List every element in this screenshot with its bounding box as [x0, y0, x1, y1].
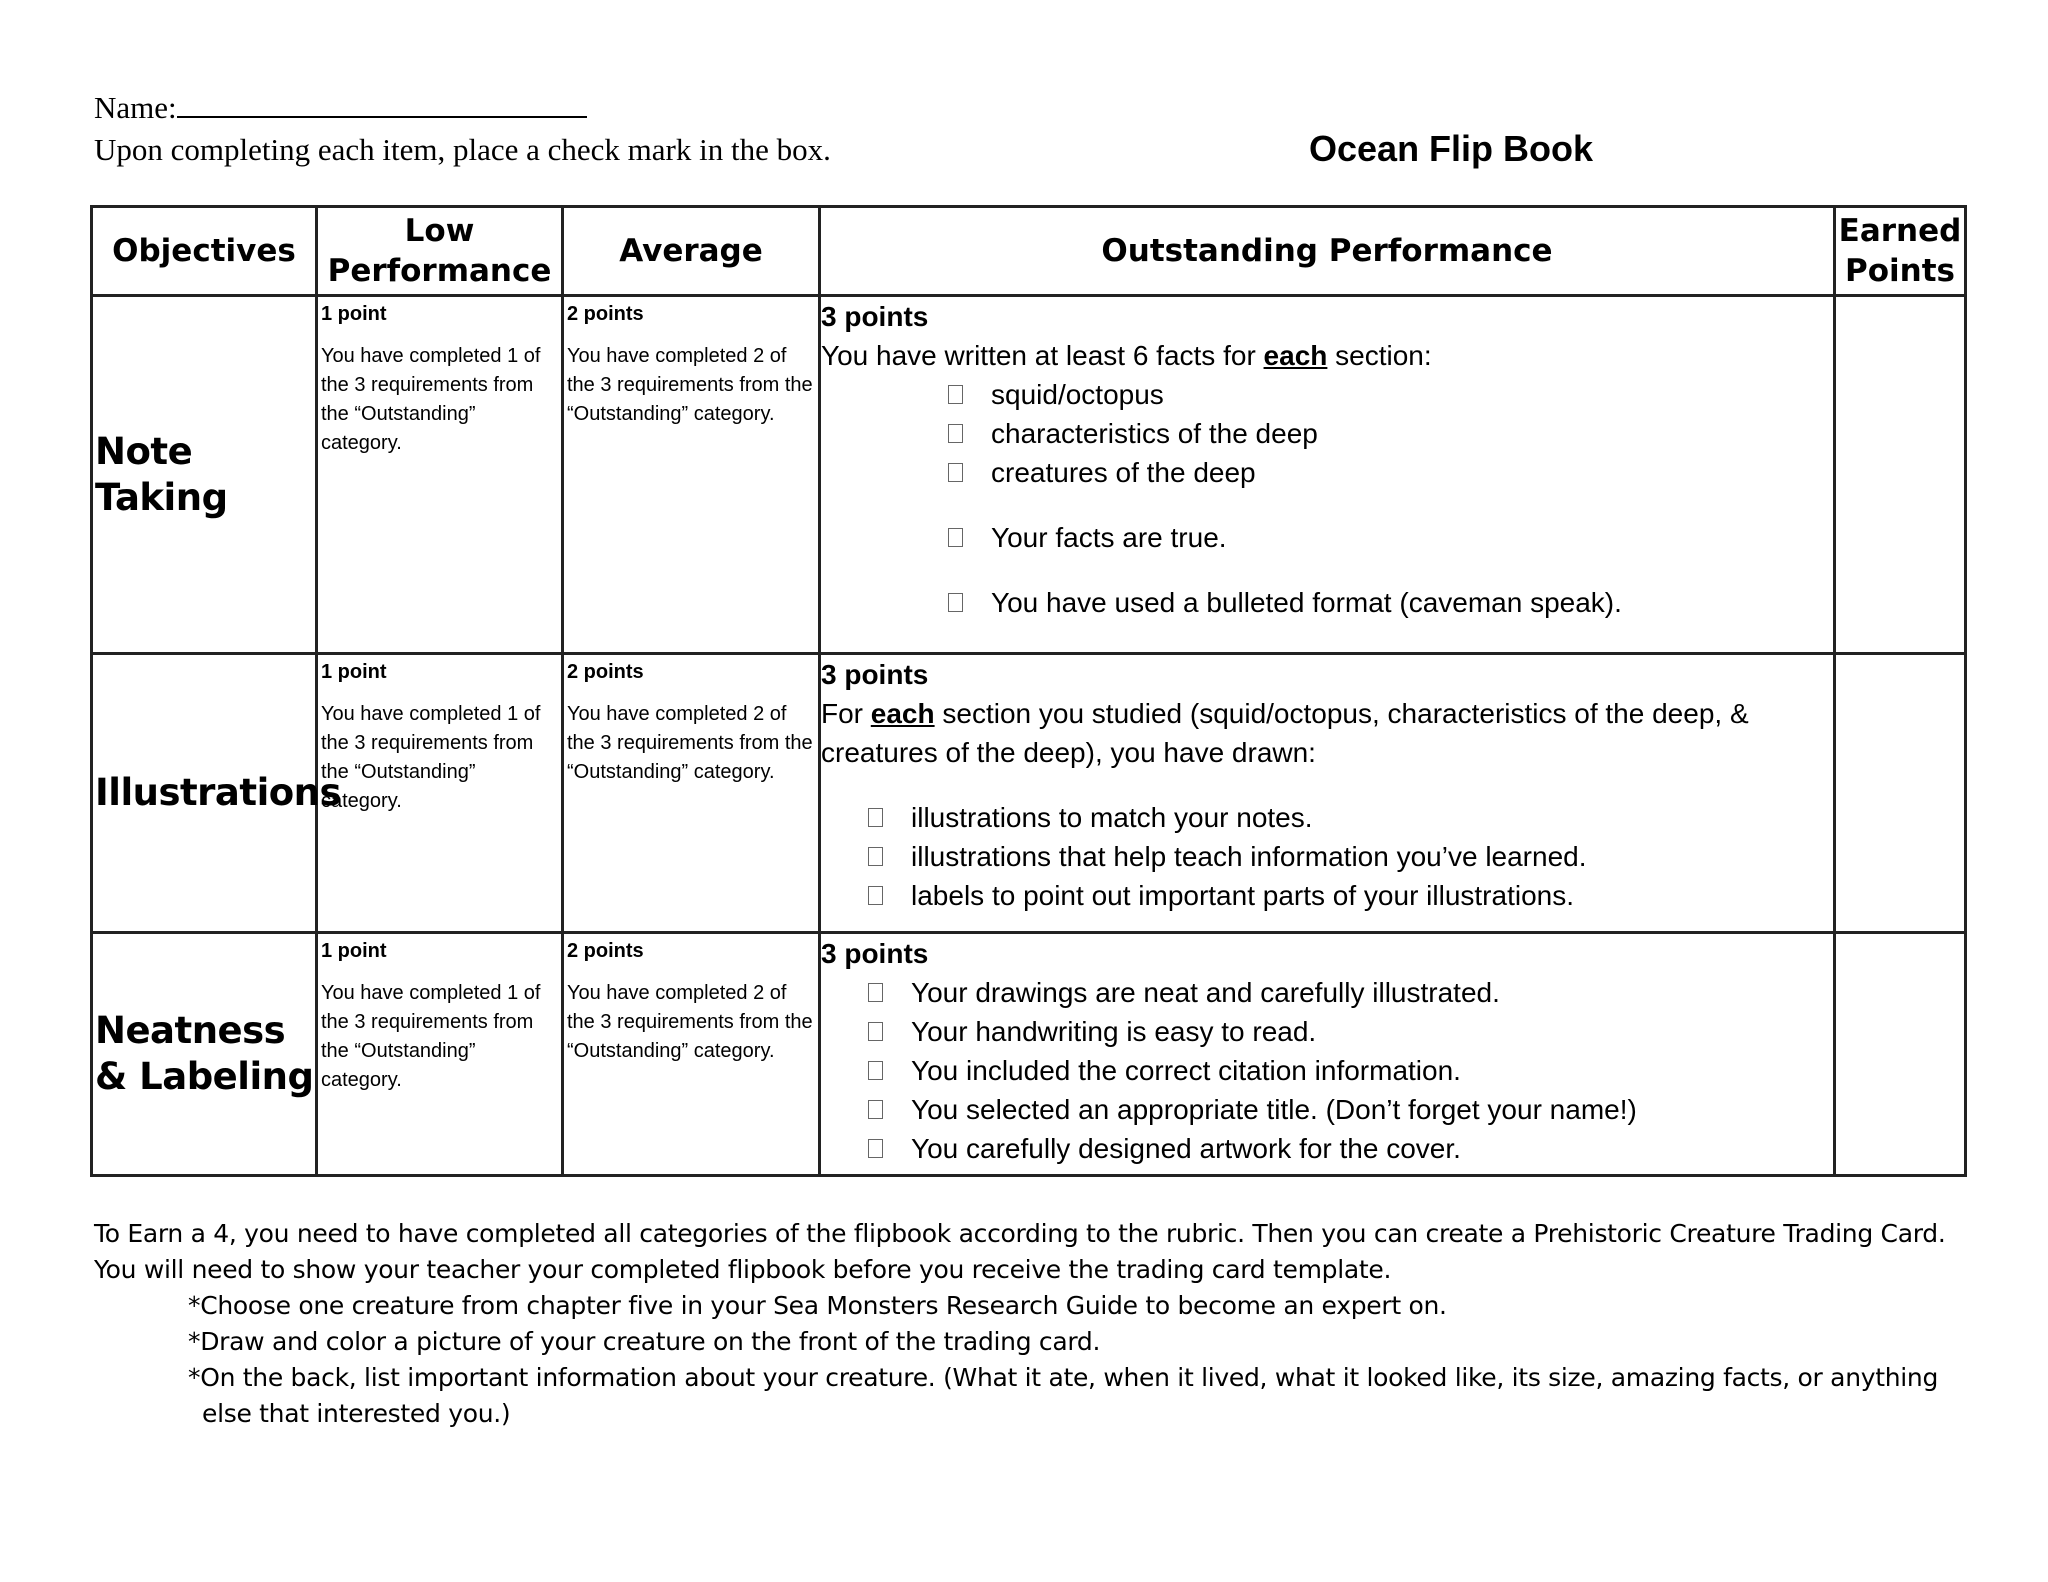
page-title: Ocean Flip Book [1309, 128, 1594, 169]
checklist-item [821, 583, 1833, 622]
checklist-item [821, 876, 1833, 915]
checklist-label: You selected an appropriate title. (Don’t forget your name!) [911, 1094, 1637, 1125]
checkbox[interactable] [948, 385, 963, 404]
checkbox[interactable] [868, 1100, 883, 1119]
checklist-item [821, 375, 1833, 414]
checkbox[interactable] [948, 463, 963, 482]
checklist-label: Your drawings are neat and carefully illustrated. [911, 977, 1500, 1008]
checklist-item [821, 1012, 1833, 1051]
checklist-label: characteristics of the deep [991, 418, 1318, 449]
average-cell [563, 296, 820, 654]
intro-text-end: section you studied (squid/octopus, characteristics of the deep, & creatures of the deep), you have drawn: [821, 698, 1749, 768]
instruction-text: Upon completing each item, place a check mark in the box. [94, 132, 831, 167]
col-header-objectives: Objectives [92, 207, 317, 296]
checklist-label: creatures of the deep [991, 457, 1256, 488]
checkbox[interactable] [948, 424, 963, 443]
col-header-outstanding: Outstanding Performance [820, 207, 1835, 296]
low-points: 1 point [321, 940, 387, 962]
checkbox[interactable] [868, 1061, 883, 1080]
low-cell [317, 296, 563, 654]
objective-cell [92, 654, 342, 933]
outstanding-intro [821, 694, 1833, 772]
checkbox[interactable] [868, 847, 883, 866]
intro-text: You have written at least 6 facts for [821, 340, 1264, 371]
checklist-label: illustrations that help teach information you’ve learned. [911, 841, 1587, 872]
footer-bullet: *Choose one creature from chapter five in your Sea Monsters Research Guide to become an expert on. [188, 1291, 1447, 1320]
outstanding-points: 3 points [821, 301, 929, 332]
intro-text: For [821, 698, 871, 729]
low-cell [317, 933, 563, 1176]
checkbox[interactable] [868, 1022, 883, 1041]
outstanding-points: 3 points [821, 938, 929, 969]
checklist-label: You have used a bulleted format (caveman speak). [991, 587, 1622, 618]
objective-label: Neatness & Labeling [95, 1009, 314, 1098]
average-cell [563, 933, 820, 1176]
checklist-label: Your facts are true. [991, 522, 1227, 553]
low-description: You have completed 1 of the 3 requirements from the “Outstanding” category. [321, 345, 541, 454]
checklist-item [821, 453, 1833, 492]
checklist-item [821, 1090, 1833, 1129]
table-row [92, 654, 1966, 933]
checklist-item [821, 837, 1833, 876]
col-header-low: Low Performance [317, 207, 563, 296]
col-header-earned: Earned Points [1835, 207, 1966, 296]
col-header-average: Average [563, 207, 820, 296]
checklist-label: illustrations to match your notes. [911, 802, 1313, 833]
footer-bullet: *On the back, list important information about your creature. (What it ate, when it lived, what it looked like, its size, amazing facts, or anything [188, 1363, 1939, 1392]
footer-line: You will need to show your teacher your completed flipbook before you receive the trading card template. [94, 1255, 1392, 1284]
checkbox[interactable] [948, 528, 963, 547]
outstanding-cell [820, 296, 1835, 654]
checkbox[interactable] [948, 593, 963, 612]
checklist-item [821, 518, 1833, 557]
name-field [94, 90, 587, 126]
checkbox[interactable] [868, 1139, 883, 1158]
average-description: You have completed 2 of the 3 requirements from the “Outstanding” category. [567, 982, 813, 1062]
intro-emphasis: each [1263, 340, 1328, 371]
checklist-item [821, 1129, 1833, 1168]
table-row [92, 296, 1966, 654]
checklist-label: You carefully designed artwork for the cover. [911, 1133, 1461, 1164]
objective-label: Note Taking [95, 429, 228, 519]
objective-cell [92, 296, 317, 654]
checkbox[interactable] [868, 983, 883, 1002]
checklist-label: squid/octopus [991, 379, 1164, 410]
intro-emphasis: each [870, 698, 935, 729]
earned-points-cell[interactable] [1835, 933, 1966, 1176]
average-cell [563, 654, 820, 933]
average-points: 2 points [567, 940, 644, 962]
low-description: You have completed 1 of the 3 requirements from the “Outstanding” category. [321, 703, 541, 812]
outstanding-points: 3 points [821, 659, 929, 690]
checklist-item [821, 973, 1833, 1012]
low-description: You have completed 1 of the 3 requirements from the “Outstanding” category. [321, 982, 541, 1091]
table-row [92, 933, 1966, 1176]
name-label: Name: [94, 90, 177, 125]
footer-line: To Earn a 4, you need to have completed all categories of the flipbook according to the rubric. Then you can create a Prehistoric Creature Trading Card. [94, 1219, 1946, 1248]
outstanding-cell [820, 933, 1835, 1176]
footer-bullet-continuation: else that interested you.) [202, 1399, 511, 1428]
average-description: You have completed 2 of the 3 requirements from the “Outstanding” category. [567, 703, 813, 783]
checkbox[interactable] [868, 886, 883, 905]
header-row [92, 207, 1966, 296]
earned-points-cell[interactable] [1835, 296, 1966, 654]
checklist-label: labels to point out important parts of your illustrations. [911, 880, 1575, 911]
low-points: 1 point [321, 303, 387, 325]
checklist-label: Your handwriting is easy to read. [911, 1016, 1317, 1047]
average-points: 2 points [567, 303, 644, 325]
footer-bullet: *Draw and color a picture of your creature on the front of the trading card. [188, 1327, 1101, 1356]
average-points: 2 points [567, 661, 644, 683]
average-description: You have completed 2 of the 3 requirements from the “Outstanding” category. [567, 345, 813, 425]
checklist-item [821, 798, 1833, 837]
name-blank-line[interactable] [177, 92, 587, 118]
objective-label: Illustrations [95, 771, 342, 814]
footer-notes [94, 1216, 1994, 1432]
outstanding-cell [820, 654, 1835, 933]
checklist-label: You included the correct citation information. [911, 1055, 1461, 1086]
earned-points-cell[interactable] [1835, 654, 1966, 933]
low-cell [317, 654, 563, 933]
checklist-item [821, 414, 1833, 453]
intro-text-end: section: [1327, 340, 1432, 371]
low-points: 1 point [321, 661, 387, 683]
checkbox[interactable] [868, 808, 883, 827]
rubric-table [90, 205, 1967, 1177]
outstanding-intro [821, 336, 1833, 375]
checklist-item [821, 1051, 1833, 1090]
objective-cell [92, 933, 317, 1176]
